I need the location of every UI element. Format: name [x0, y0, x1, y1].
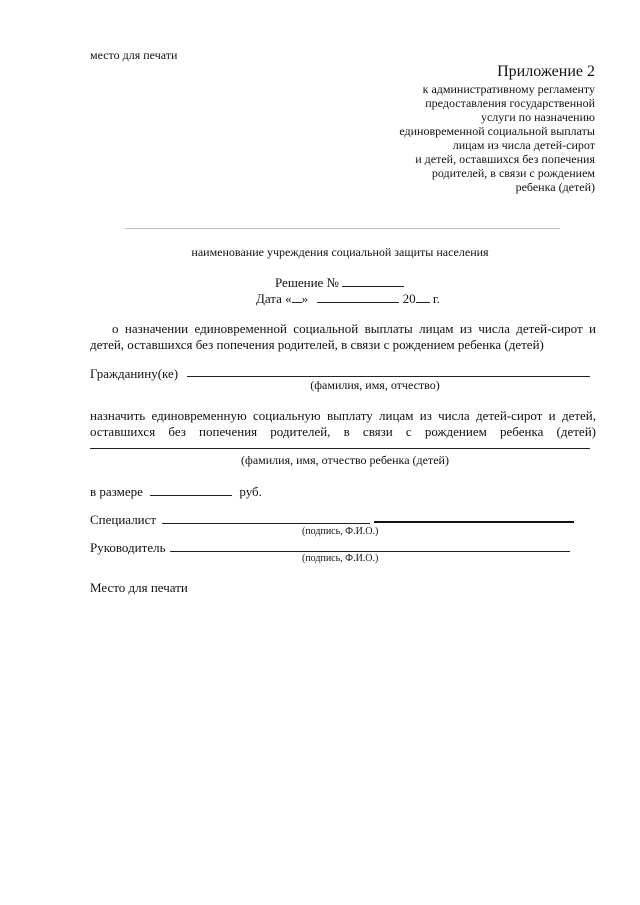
- decision-date-row: [256, 291, 440, 306]
- appendix-line: единовременной социальной выплаты: [399, 124, 595, 138]
- amount-row: [90, 483, 262, 499]
- appendix-title: Приложение 2: [497, 63, 595, 80]
- appendix-line: лицам из числа детей-сирот: [452, 138, 595, 152]
- appendix-line: ребенка (детей): [515, 180, 595, 194]
- date-label: Дата «: [256, 291, 292, 306]
- institution-name-field[interactable]: [125, 228, 560, 229]
- date-day-field[interactable]: [292, 291, 302, 303]
- amount-prefix: в размере: [90, 484, 143, 499]
- appendix-line: и детей, оставшихся без попечения: [415, 152, 595, 166]
- date-year-field[interactable]: [416, 291, 430, 303]
- date-year-prefix: 20: [402, 291, 416, 306]
- head-caption: (подпись, Ф.И.О.): [302, 553, 379, 564]
- head-label: Руководитель: [90, 540, 166, 555]
- decision-number-row: [275, 274, 404, 290]
- specialist-signature-field[interactable]: [162, 523, 370, 524]
- appendix-lines: [275, 82, 595, 194]
- subject-line-2: детей, оставшихся без попечения родителей, в связи с рождением ребенка (детей): [90, 337, 544, 352]
- date-year-suffix: г.: [432, 291, 441, 306]
- subject-line-1: о назначении единовременной социальной выплаты лицам из числа детей-сирот и: [112, 321, 596, 336]
- child-caption: (фамилия, имя, отчество ребенка (детей): [241, 453, 449, 467]
- institution-caption: наименование учреждения социальной защиты населения: [191, 245, 489, 259]
- decision-label: Решение №: [275, 275, 339, 290]
- appendix-line: предоставления государственной: [425, 96, 595, 110]
- citizen-name-field[interactable]: [187, 376, 590, 377]
- specialist-caption: (подпись, Ф.И.О.): [302, 526, 379, 537]
- decision-number-field[interactable]: [342, 274, 404, 287]
- appendix-line: родителей, в связи с рождением: [431, 166, 595, 180]
- citizen-caption: (фамилия, имя, отчество): [310, 378, 440, 392]
- date-mid: »: [301, 291, 309, 306]
- date-month-field[interactable]: [317, 291, 399, 303]
- appendix-block: [275, 63, 595, 194]
- top-stamp-placeholder: место для печати: [90, 48, 178, 62]
- citizen-label: Гражданину(ке): [90, 366, 179, 381]
- assign-line-2: оставшихся без попечения родителей, в связи с рождением ребенка (детей): [90, 424, 596, 439]
- specialist-name-field[interactable]: [374, 521, 574, 523]
- appendix-line: к административному регламенту: [422, 82, 595, 96]
- assign-line-1: назначить единовременную социальную выплату лицам из числа детей-сирот и детей,: [90, 408, 596, 423]
- amount-field[interactable]: [150, 483, 232, 496]
- bottom-stamp-placeholder: Место для печати: [90, 580, 188, 595]
- child-name-field[interactable]: [90, 448, 590, 449]
- amount-suffix: руб.: [239, 484, 262, 499]
- specialist-label: Специалист: [90, 512, 157, 527]
- appendix-line: услуги по назначению: [480, 110, 595, 124]
- head-signature-field[interactable]: [170, 551, 570, 552]
